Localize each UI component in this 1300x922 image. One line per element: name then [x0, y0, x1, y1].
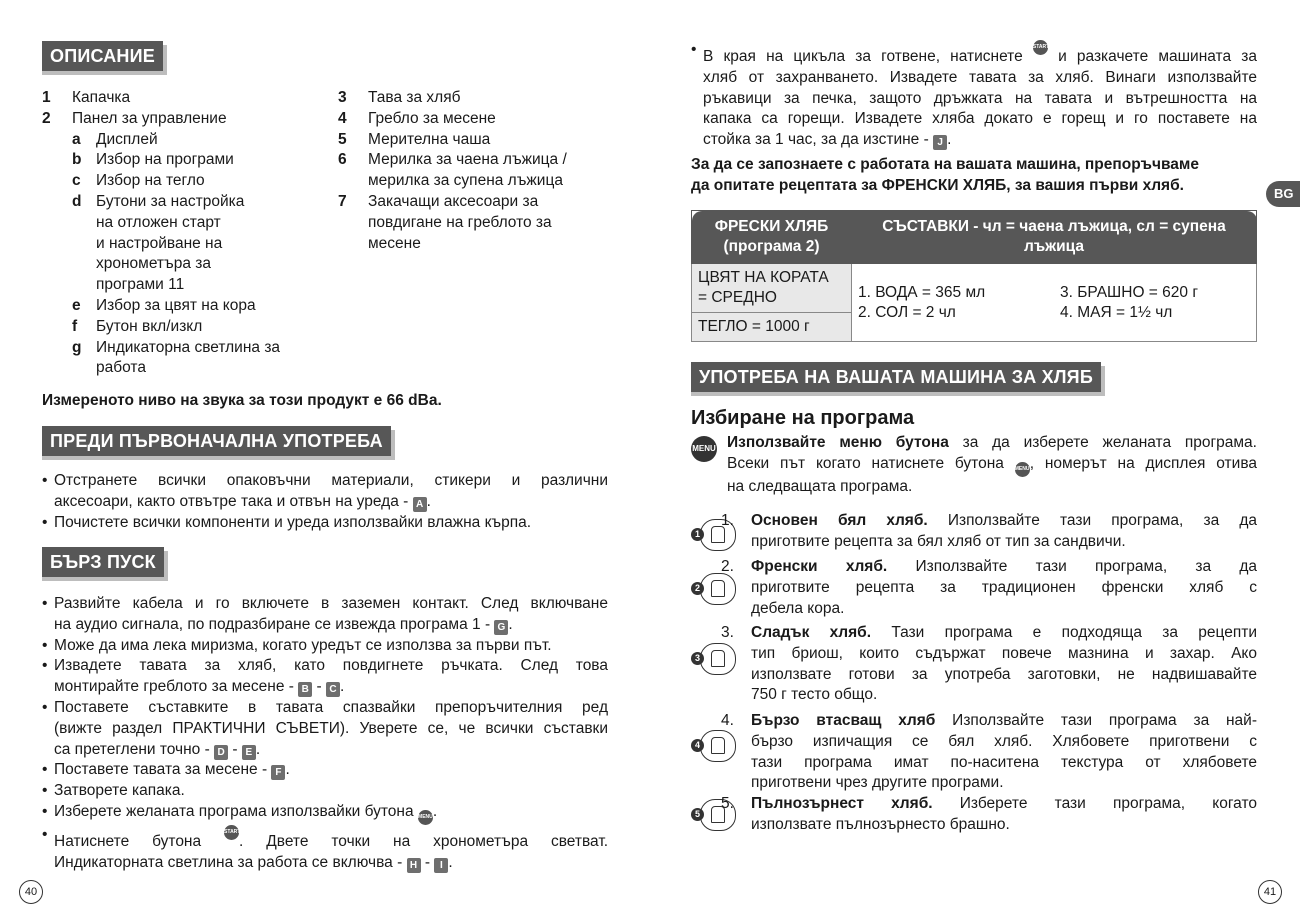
section-title-use: УПОТРЕБА НА ВАШАТА МАШИНА ЗА ХЛЯБ: [691, 362, 1101, 392]
menu-button-icon: MENU: [1015, 462, 1030, 477]
quick-start-list: [42, 594, 608, 874]
section-subtitle: Избиране на програма: [691, 407, 915, 429]
program-line: Френски хляб. Използвайте тази програма, за да: [751, 558, 1257, 575]
list-item: [42, 88, 332, 109]
figure-ref-badge: D: [214, 745, 228, 760]
list-item: [42, 234, 332, 255]
figure-ref-badge: E: [242, 745, 256, 760]
menu-icon: MENU: [691, 436, 717, 462]
program-number: 3.: [721, 624, 734, 641]
table-header: ФРЕСКИ ХЛЯБ (програма 2): [692, 211, 852, 264]
item-number: 5: [338, 130, 347, 148]
list-item: [42, 150, 332, 171]
start-stop-button-icon: START STOP: [1033, 40, 1048, 55]
item-label: Закачащи аксесоари за: [368, 192, 539, 210]
program-line: Основен бял хляб. Използвайте тази програма, за да: [751, 512, 1257, 529]
program-number: 2.: [721, 558, 734, 575]
list-item: [42, 213, 332, 234]
list-item: [42, 275, 332, 296]
program-description: [721, 794, 1257, 836]
list-item: [338, 150, 628, 171]
program-description: [721, 511, 1257, 553]
list-item: • Поставете тавата за месене - F .: [42, 760, 608, 781]
item-label: повдигане на греблото за: [368, 213, 552, 231]
list-item: [42, 192, 332, 213]
list-item: • Затворете капака.: [42, 781, 608, 802]
program-3-icon: 3: [691, 643, 737, 675]
program-1-icon: 1: [691, 519, 737, 551]
list-item: [338, 213, 628, 234]
item-label: Капачка: [72, 89, 131, 106]
figure-ref-badge: G: [494, 620, 508, 635]
program-line: приготвите рецепта за традиционен френски хляб с: [751, 578, 1257, 596]
list-item: • Извадете тавата за хляб, като повдигнете ръчката. След това монтирайте греблото за месене - B - C .: [42, 656, 608, 698]
noise-note: Измереното ниво на звука за този продукт е 66 dBa.: [42, 392, 442, 409]
item-number: 6: [338, 151, 347, 169]
program-line: 750 г тесто общо.: [751, 686, 878, 704]
program-line: Сладък хляб. Тази програма е подходяща за рецепти: [751, 624, 1257, 641]
item-label: Панел за управление: [72, 109, 227, 127]
list-item: • Изберете желаната програма използвайки бутона MENU.: [42, 802, 608, 825]
item-label: Избор на програми: [96, 151, 234, 169]
item-letter: e: [72, 296, 81, 314]
program-2-icon: 2: [691, 573, 737, 605]
figure-ref-badge: F: [271, 765, 285, 780]
item-label: мерилка за супена лъжица: [368, 172, 563, 190]
list-item: [338, 130, 628, 151]
program-line: приготвите рецепта за бял хляб от тип за сандвичи.: [751, 532, 1126, 550]
section-title-quick-start: БЪРЗ ПУСК: [42, 547, 164, 577]
menu-instruction: MENU Използвайте меню бутона за да изберете желаната програма. Всеки път когато натиснете бутона MENU, номерът на дисплея отива на следващата програма.: [692, 434, 1257, 495]
program-line: бързо изпичащия се бял хляб. Хлябовете приготвени с: [751, 732, 1257, 750]
page-number-right: 41: [1258, 880, 1282, 904]
figure-ref-badge: J: [933, 135, 947, 150]
program-description: [721, 711, 1257, 794]
program-name: Сладък хляб.: [751, 624, 872, 641]
item-label: Индикаторна светлина за: [96, 338, 281, 356]
program-5-icon: 5: [691, 799, 737, 831]
item-number: 4: [338, 109, 347, 127]
program-4-icon: 4: [691, 730, 737, 762]
list-item: • Развийте кабела и го включете в заземен контакт. След включване на аудио сигнала, по подразбиране се извежда програма 1 - G .: [42, 594, 608, 636]
item-number: 3: [338, 89, 347, 106]
program-name: Основен бял хляб.: [751, 512, 928, 529]
item-label: и настройване на: [96, 234, 223, 252]
figure-ref-badge: H: [407, 858, 421, 873]
item-label: на отложен старт: [96, 213, 221, 231]
description-list-col2: [338, 88, 628, 254]
program-list: [691, 511, 1257, 841]
item-label: Бутон вкл/изкл: [96, 317, 203, 335]
recommendation-note: За да се запознаете с работата на вашата машина, препоръчваме да опитате рецептата за ФРЕНСКИ ХЛЯБ, за вашия първи хляб.: [691, 156, 1200, 194]
program-name: Френски хляб.: [751, 558, 888, 575]
item-label: програми 11: [96, 276, 185, 294]
description-list-col1: [42, 88, 332, 379]
figure-ref-badge: I: [434, 858, 448, 873]
list-item: • Поставете съставките в тавата спазвайки препоръчителния ред (вижте раздел ПРАКТИЧНИ СЪВЕТИ). Уверете се, че всички съставки са претеглени точно - D - E .: [42, 698, 608, 760]
item-label: Избор за цвят на кора: [96, 296, 256, 314]
figure-ref-badge: A: [413, 497, 427, 512]
item-label: Избор на тегло: [96, 172, 205, 190]
item-label: Мерилка за чаена лъжица /: [368, 151, 567, 169]
list-item: [42, 130, 332, 151]
program-line: тази програма имат по-наситена текстура от хлябовете: [751, 753, 1257, 771]
menu-button-icon: MENU: [418, 810, 433, 825]
program-name: Бързо втасващ хляб: [751, 712, 936, 729]
before-first-use-list: [42, 471, 608, 533]
figure-ref-badge: B: [298, 682, 312, 697]
figure-ref-badge: C: [326, 682, 340, 697]
list-item: [42, 254, 332, 275]
list-item: [338, 171, 628, 192]
list-item: [42, 338, 332, 359]
program-line: Бързо втасващ хляб Използвайте тази програма за най-: [751, 712, 1257, 729]
list-item: • В края на цикъла за готвене, натиснете START STOP и разкачете машината за хляб от захранването. Извадете тавата за хляб. Винаги използвайте ръкавици за печка, защото дръжката на тавата и вътрешността на капака са горещи. Извадете хляба докато е горещ и го поставете на стойка за 1 час, за да изстине - J .: [691, 40, 1257, 151]
program-number: 5.: [721, 795, 734, 812]
item-number: 1: [42, 89, 51, 106]
item-letter: b: [72, 151, 82, 169]
program-line: Пълнозърнест хляб. Изберете тази програма, когато: [751, 795, 1257, 812]
list-item: [42, 358, 332, 379]
item-label: Тава за хляб: [368, 89, 461, 106]
item-letter: g: [72, 338, 82, 356]
item-label: Дисплей: [96, 130, 158, 148]
section-title-description: ОПИСАНИЕ: [42, 41, 163, 71]
list-item: [42, 296, 332, 317]
list-item: • Може да има лека миризма, когато уредът се използва за първи път.: [42, 636, 608, 657]
program-line: използвате пълнозърнесто брашно.: [751, 815, 1010, 833]
table-cell: ТЕГЛО = 1000 г: [692, 313, 852, 342]
program-line: приготвени чрез другите програми.: [751, 774, 1004, 792]
end-of-cycle-bullet: [691, 40, 1257, 151]
item-label: месене: [368, 234, 421, 252]
item-number: 7: [338, 192, 347, 210]
program-description: [721, 623, 1257, 706]
program-number: 4.: [721, 712, 734, 729]
list-item: [338, 192, 628, 213]
list-item: [42, 109, 332, 130]
item-label: хронометъра за: [96, 255, 211, 273]
program-description: [721, 557, 1257, 619]
section-title-before-first-use: ПРЕДИ ПЪРВОНАЧАЛНА УПОТРЕБА: [42, 426, 391, 456]
item-letter: f: [72, 317, 78, 335]
program-line: дебела кора.: [751, 599, 845, 617]
item-label: Бутони за настройка: [96, 192, 245, 210]
item-label: Мерителна чаша: [368, 130, 491, 148]
item-label: Гребло за месене: [368, 109, 496, 127]
item-letter: a: [72, 130, 81, 148]
list-item: [338, 88, 628, 109]
program-name: Пълнозърнест хляб.: [751, 795, 933, 812]
start-stop-button-icon: START STOP: [224, 825, 239, 840]
list-item: • Натиснете бутона START STOP. Двете точки на хронометъра светват. Индикаторната светлина за работа се включва - H - I .: [42, 825, 608, 874]
language-tab: BG: [1266, 181, 1300, 207]
program-number: 1.: [721, 512, 734, 529]
list-item: [42, 171, 332, 192]
program-line: тип бриош, които съдържат повече мазнина и захар. Ако: [751, 644, 1257, 662]
table-header: СЪСТАВКИ - чл = чаена лъжица, сл = супена лъжица: [852, 211, 1257, 264]
list-item: [338, 109, 628, 130]
item-letter: d: [72, 192, 82, 210]
recipe-table: [691, 210, 1257, 342]
list-item: [338, 234, 628, 255]
table-cell: 1. ВОДА = 365 мл 2. СОЛ = 2 чл 3. БРАШНО = 620 г 4. МАЯ = 1½ чл: [852, 264, 1257, 342]
item-letter: c: [72, 172, 81, 190]
page-number-left: 40: [19, 880, 43, 904]
list-item: • Почистете всички компоненти и уреда използвайки влажна кърпа.: [42, 513, 608, 534]
list-item: • Отстранете всички опаковъчни материали, стикери и различни аксесоари, както отвътре така и отвън на уреда - A .: [42, 471, 608, 513]
program-line: използвате готови за употреба заготовки, не надвишавайте: [751, 665, 1257, 683]
list-item: [42, 317, 332, 338]
item-label: работа: [96, 359, 146, 377]
table-cell: ЦВЯТ НА КОРАТА = СРЕДНО: [692, 264, 852, 313]
item-number: 2: [42, 109, 51, 127]
